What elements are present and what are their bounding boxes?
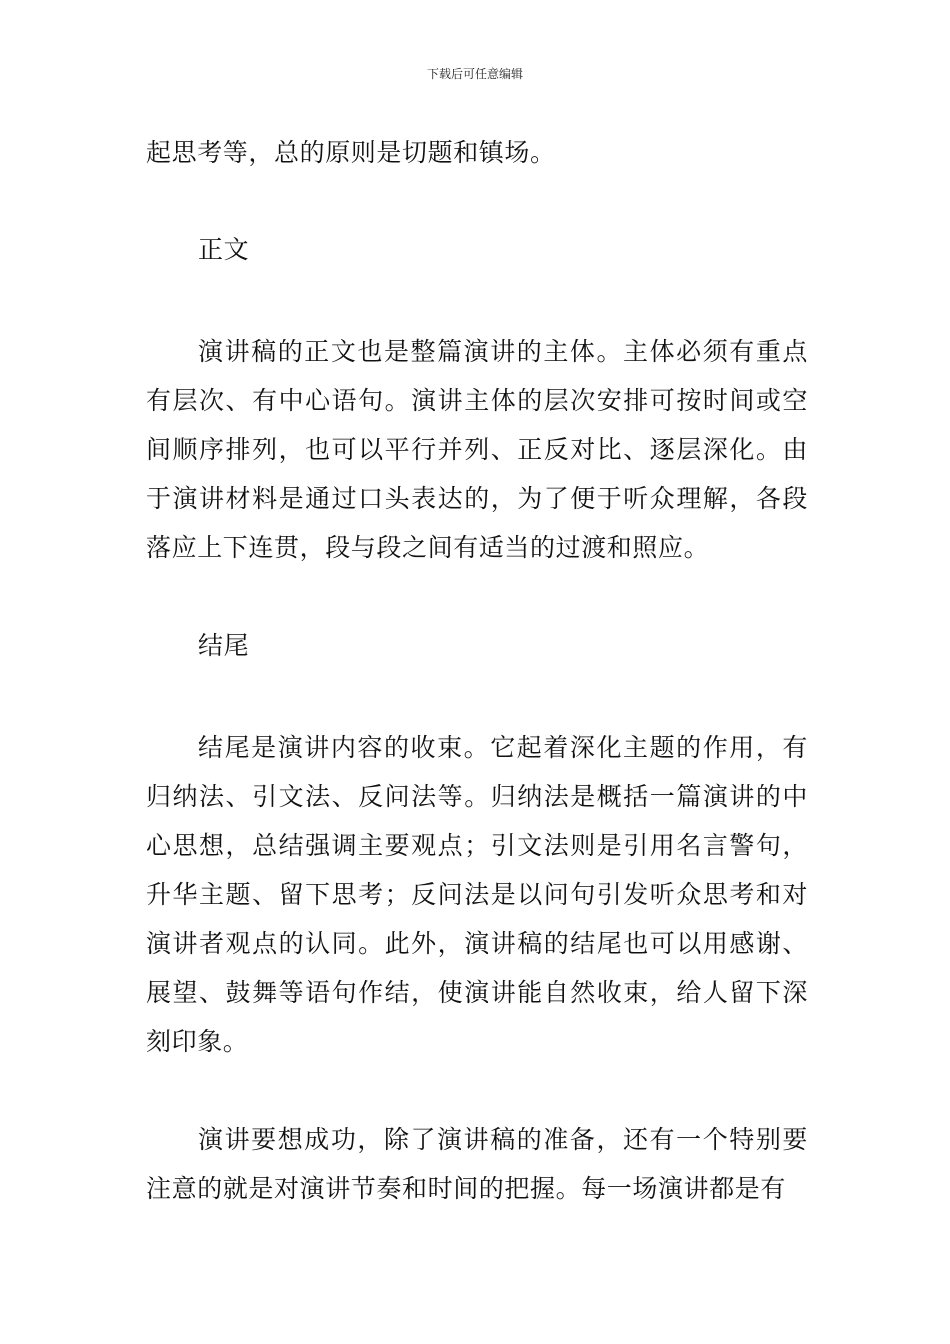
rhythm-paragraph: 演讲要想成功，除了演讲稿的准备，还有一个特别要注意的就是对演讲节奏和时间的把握。每一场演讲都是有 — [146, 1125, 808, 1203]
page-header: 下载后可任意编辑 — [426, 67, 523, 81]
section-heading-main: 正文 — [198, 235, 250, 264]
main-body-paragraph: 演讲稿的正文也是整篇演讲的主体。主体必须有重点有层次、有中心语句。演讲主体的层次安排可按时间或空间顺序排列，也可以平行并列、正反对比、逐层深化。由于演讲材料是通过口头表达的，为了便于听众理解，各段落应上下连贯，段与段之间有适当的过渡和照应。 — [146, 337, 808, 562]
continuation-paragraph: 起思考等，总的原则是切题和镇场。 — [146, 138, 556, 167]
section-heading-ending: 结尾 — [198, 631, 250, 660]
ending-paragraph: 结尾是演讲内容的收束。它起着深化主题的作用，有归纳法、引文法、反问法等。归纳法是概括一篇演讲的中心思想，总结强调主要观点；引文法则是引用名言警句，升华主题、留下思考；反问法是以问句引发听众思考和对演讲者观点的认同。此外，演讲稿的结尾也可以用感谢、展望、鼓舞等语句作结，使演讲能自然收束，给人留下深刻印象。 — [146, 733, 808, 1056]
